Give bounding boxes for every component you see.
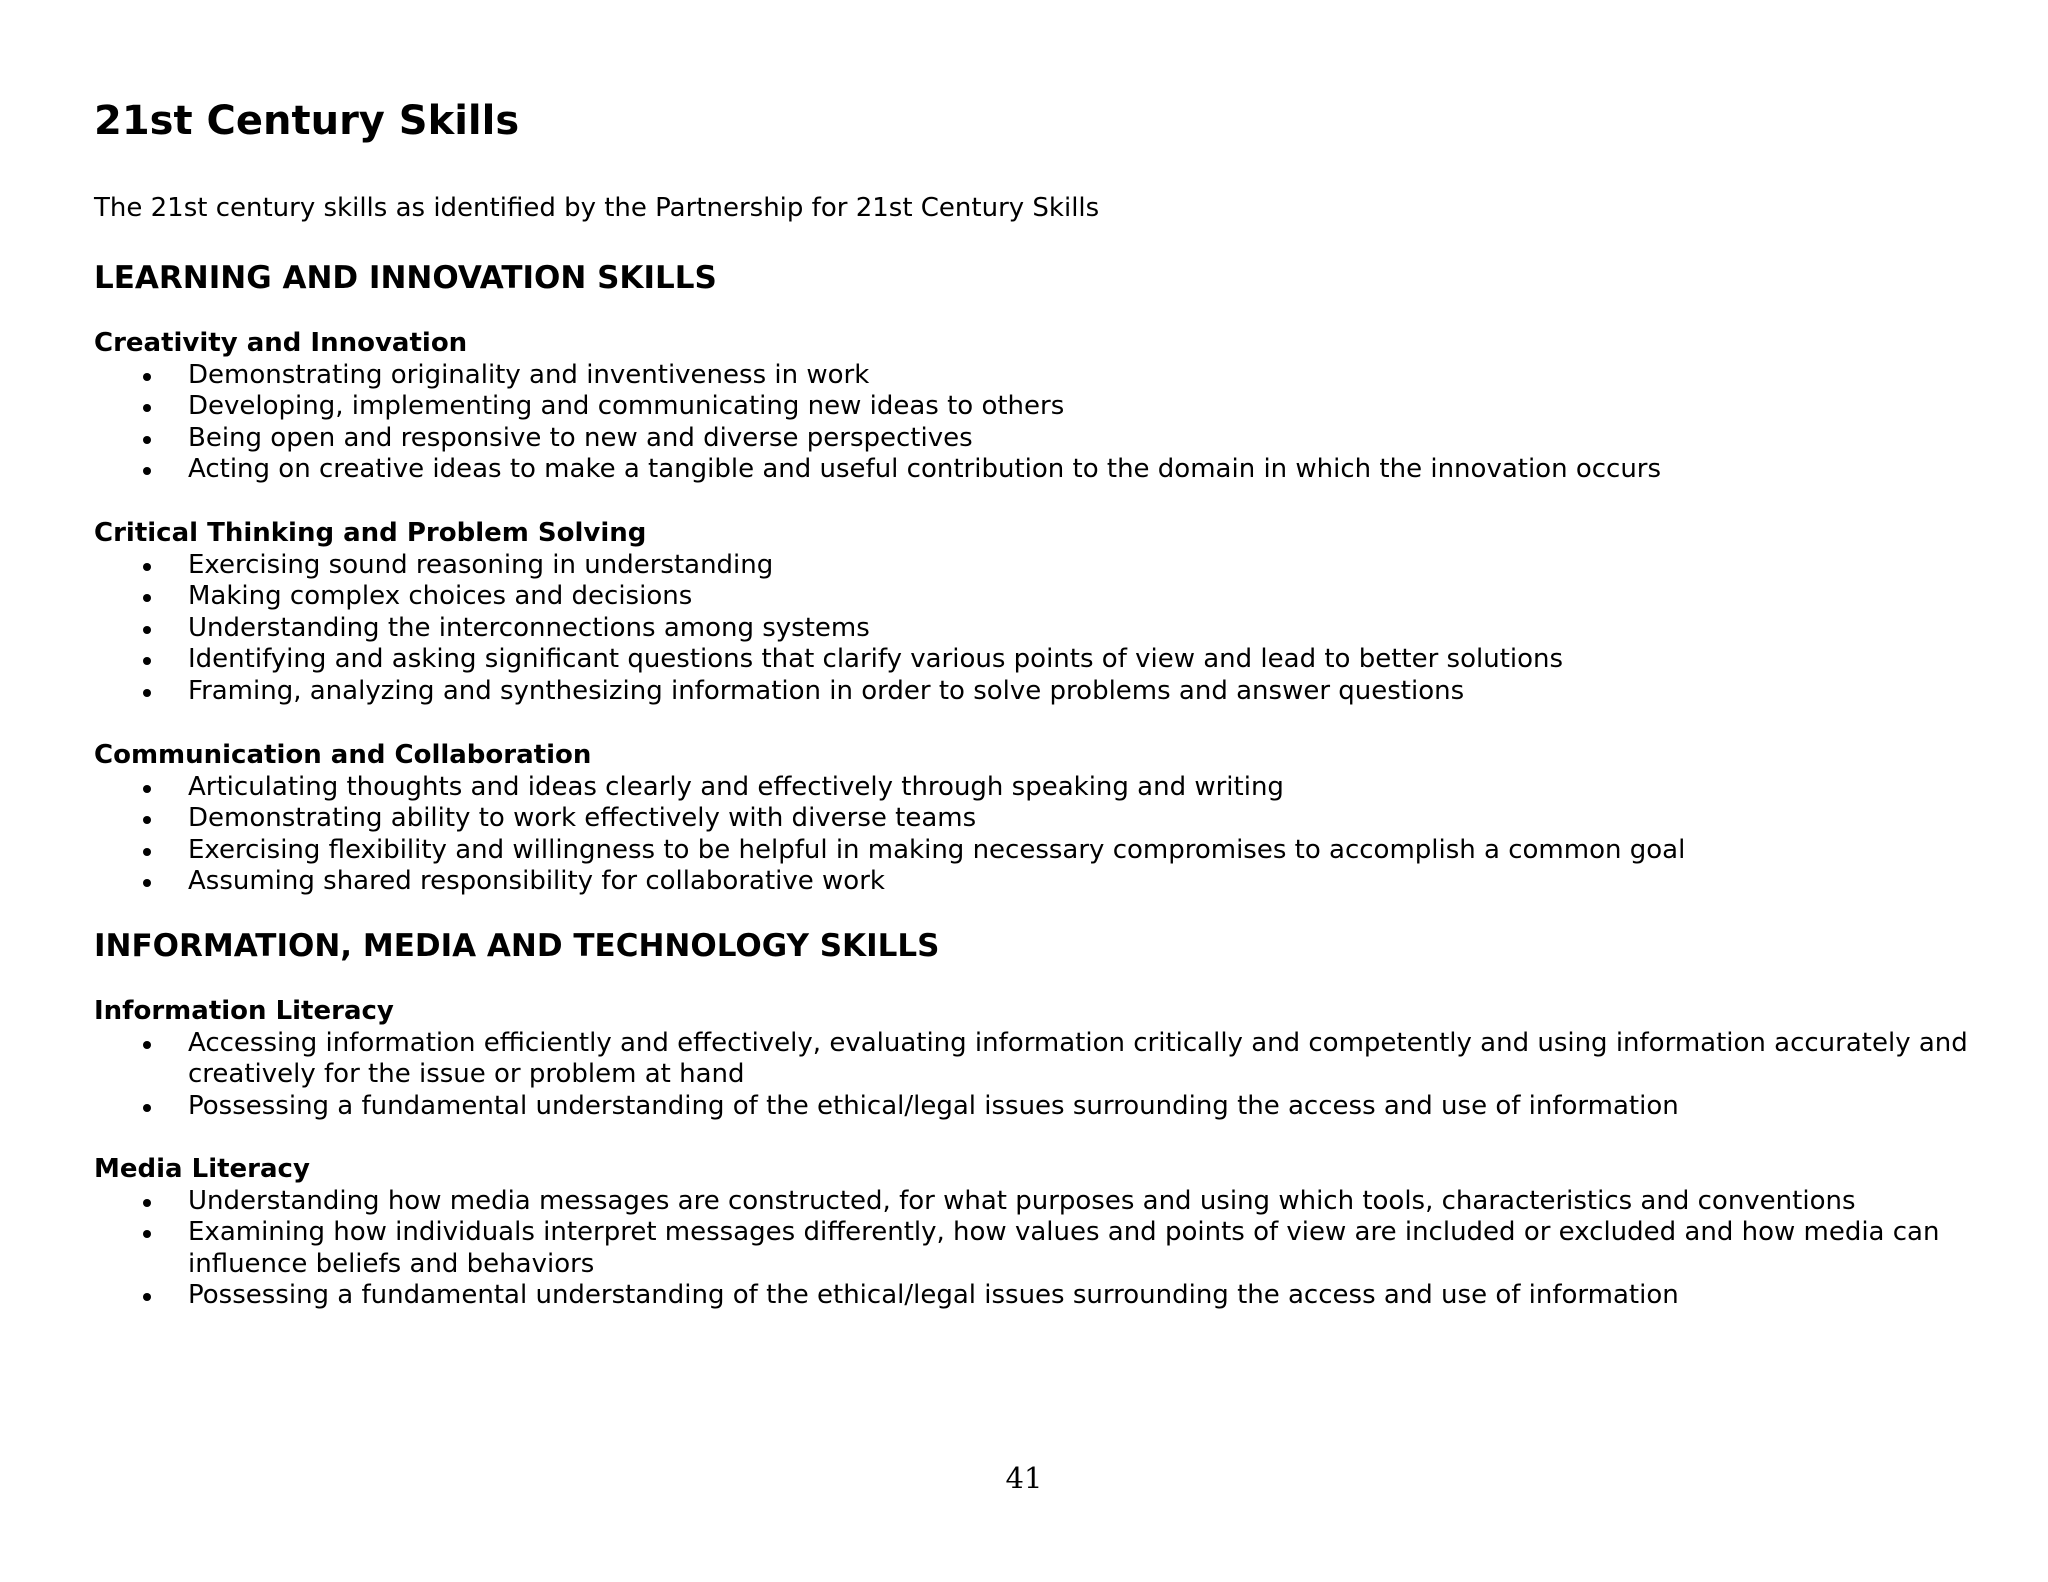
list-item: [94, 866, 1994, 898]
bullet-icon: [143, 1041, 151, 1049]
bullet-icon: [143, 1230, 151, 1238]
bullet-icon: [143, 848, 151, 856]
bullet-icon: [143, 563, 151, 571]
list-item: [94, 676, 1994, 708]
subsection-critical-thinking: [94, 518, 1994, 707]
page-title: 21st Century Skills: [94, 98, 520, 144]
list-item-text: Being open and responsive to new and diverse perspectives: [188, 422, 973, 453]
subsection-title: Media Literacy: [94, 1154, 310, 1184]
section-heading-information-media-technology: INFORMATION, MEDIA AND TECHNOLOGY SKILLS: [94, 928, 940, 964]
bullet-icon: [143, 467, 151, 475]
list-item-text: Framing, analyzing and synthesizing information in order to solve problems and answer questions: [188, 675, 1465, 706]
bullet-icon: [143, 1199, 151, 1207]
list-item-text: Assuming shared responsibility for collaborative work: [188, 866, 885, 896]
subsection-information-literacy: [94, 996, 1994, 1122]
list-item: [94, 1280, 1994, 1312]
list-item-text: Possessing a fundamental understanding of the ethical/legal issues surrounding the access and use of information: [188, 1090, 1679, 1121]
bullet-icon: [143, 785, 151, 793]
list-item-text: Identifying and asking significant questions that clarify various points of view and lead to better solutions: [188, 644, 1564, 674]
list-item: [94, 1091, 1994, 1123]
list-item-text: Demonstrating originality and inventiveness in work: [188, 359, 870, 390]
bullet-icon: [143, 816, 151, 824]
bullet-icon: [143, 689, 151, 697]
subsection-title: Information Literacy: [94, 996, 394, 1026]
list-item-text: Articulating thoughts and ideas clearly and effectively through speaking and writing: [188, 771, 1284, 802]
bullet-icon: [143, 1293, 151, 1301]
bullet-list: [94, 360, 1994, 486]
subsection-title: Creativity and Innovation: [94, 328, 468, 358]
list-item-text: Demonstrating ability to work effectively with diverse teams: [188, 803, 977, 833]
list-item: [94, 581, 1994, 613]
list-item: [94, 1186, 1994, 1218]
bullet-icon: [143, 1104, 151, 1112]
document-page: [94, 88, 1994, 1310]
bullet-icon: [143, 879, 151, 887]
section-heading-learning-innovation: LEARNING AND INNOVATION SKILLS: [94, 260, 717, 296]
list-item: [94, 835, 1994, 867]
list-item-text: Exercising sound reasoning in understanding: [188, 549, 774, 580]
bullet-icon: [143, 626, 151, 634]
list-item: [94, 360, 1994, 392]
list-item-text: Developing, implementing and communicating new ideas to others: [188, 391, 1065, 421]
list-item-text: Possessing a fundamental understanding of the ethical/legal issues surrounding the access and use of information: [188, 1280, 1679, 1310]
bullet-icon: [143, 436, 151, 444]
bullet-list: [94, 1186, 1994, 1312]
subsection-media-literacy: [94, 1154, 1994, 1312]
list-item: [94, 454, 1994, 486]
list-item: [94, 644, 1994, 676]
subsection-title: Communication and Collaboration: [94, 740, 592, 770]
list-item: [94, 391, 1994, 423]
list-item: [94, 803, 1994, 835]
bullet-list: [94, 550, 1994, 708]
subsection-creativity-innovation: [94, 328, 1994, 486]
list-item-text: Exercising flexibility and willingness to be helpful in making necessary compromises to accomplish a common goal: [188, 834, 1686, 865]
bullet-icon: [143, 373, 151, 381]
list-item-text: Examining how individuals interpret messages differently, how values and points of view are included or excluded and how media can influence beliefs and behaviors: [188, 1217, 1940, 1279]
intro-text: The 21st century skills as identified by the Partnership for 21st Century Skills: [94, 193, 1100, 223]
bullet-list: [94, 772, 1994, 898]
subsection-communication-collaboration: [94, 740, 1994, 898]
list-item-text: Understanding the interconnections among systems: [188, 612, 870, 643]
list-item: [94, 423, 1994, 455]
bullet-icon: [143, 657, 151, 665]
subsection-title: Critical Thinking and Problem Solving: [94, 518, 647, 548]
list-item: [94, 772, 1994, 804]
list-item-text: Understanding how media messages are constructed, for what purposes and using which tools, characteristics and conventions: [188, 1185, 1856, 1216]
bullet-icon: [143, 404, 151, 412]
list-item-text: Accessing information efficiently and effectively, evaluating information critically and competently and using information accurately and creatively for the issue or problem at hand: [188, 1027, 1968, 1089]
list-item-text: Making complex choices and decisions: [188, 581, 693, 611]
bullet-icon: [143, 594, 151, 602]
list-item: [94, 1028, 1994, 1091]
list-item-text: Acting on creative ideas to make a tangible and useful contribution to the domain in which the innovation occurs: [188, 454, 1662, 484]
page-number: 41: [1005, 1461, 1043, 1495]
bullet-list: [94, 1028, 1994, 1123]
list-item: [94, 1217, 1994, 1280]
list-item: [94, 613, 1994, 645]
list-item: [94, 550, 1994, 582]
